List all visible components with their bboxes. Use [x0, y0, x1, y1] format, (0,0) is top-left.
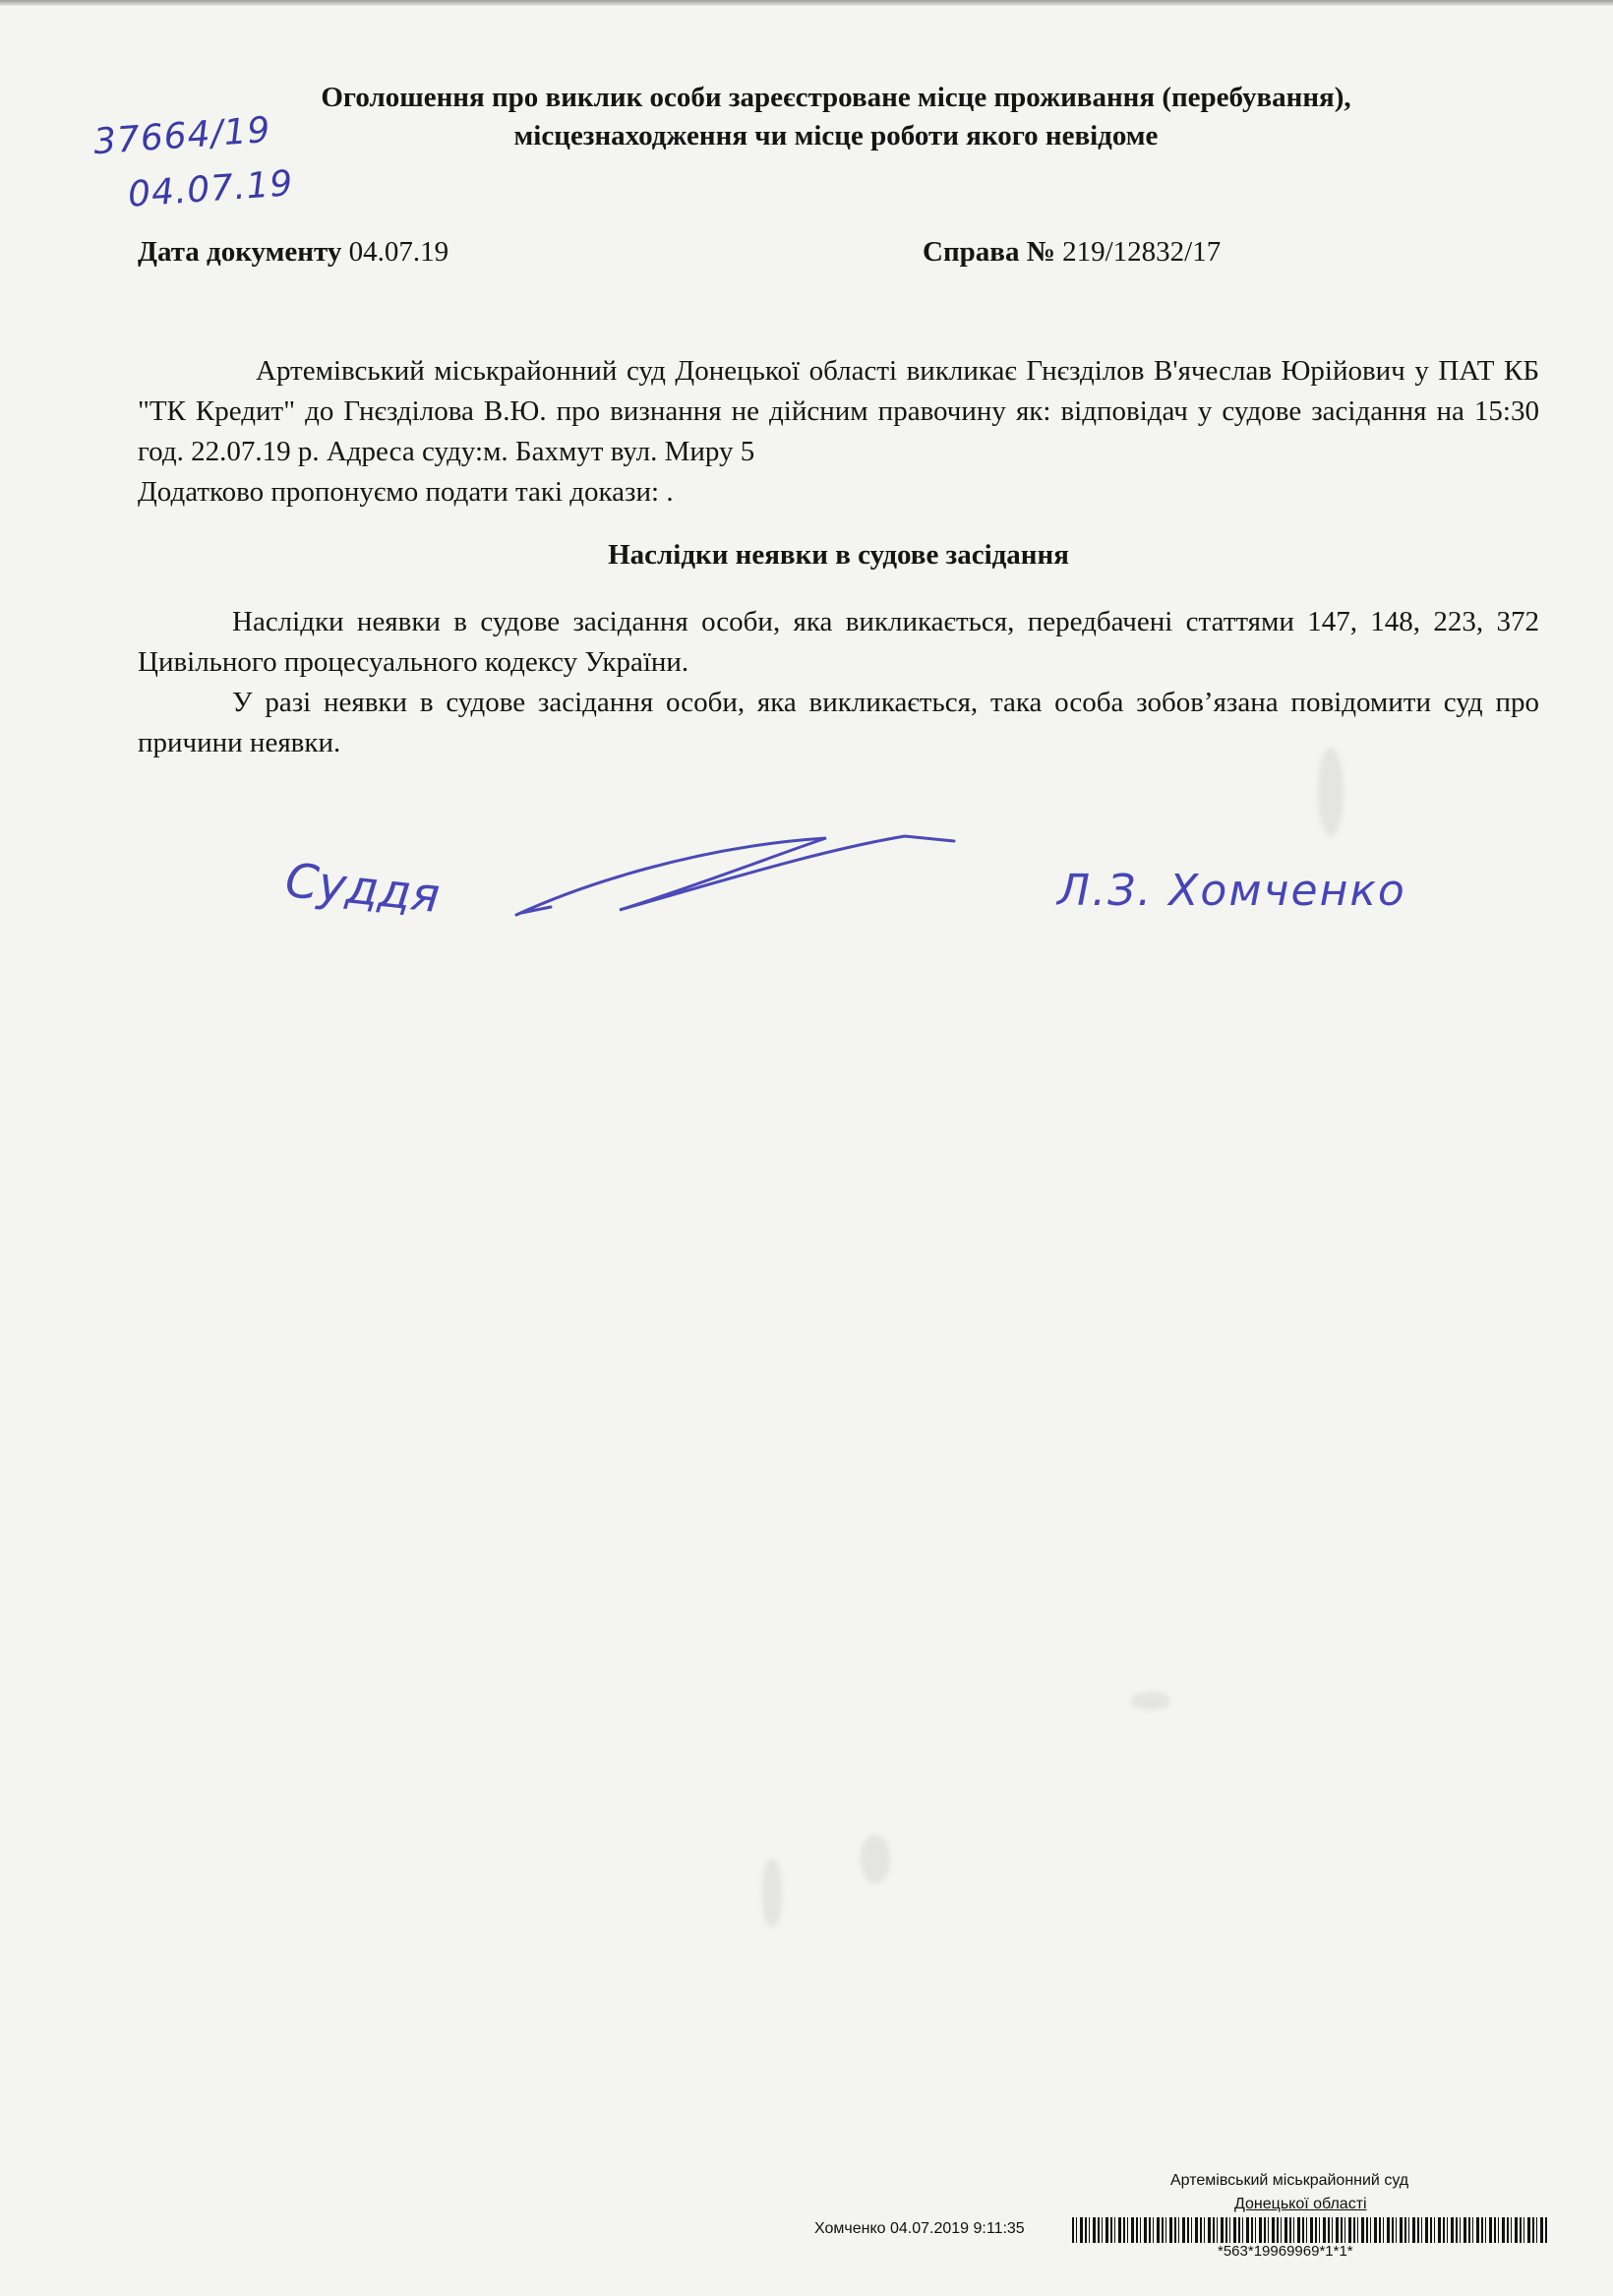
document-date — [138, 234, 448, 270]
barcode-text: *563*19969969*1*1* — [1218, 2243, 1353, 2260]
document-title — [138, 79, 1534, 155]
barcode-icon — [1072, 2217, 1549, 2243]
handwritten-registration-number: 37664/19 — [91, 109, 272, 163]
evidence-request: Додатково пропонуємо подати такі докази: . — [138, 476, 674, 508]
consequences-text: Наслідки неявки в судове засідання особи, яка викликається, передбачені статтями 147, 148, 223, 372 Цивільного процесуального кодексу України. — [138, 606, 1539, 678]
stamp-printed-by: Хомченко 04.07.2019 9:11:35 — [814, 2220, 1025, 2237]
handwritten-registration-date: 04.07.19 — [126, 163, 295, 215]
notify-court-text: У разі неявки в судове засідання особи, яка викликається, така особа зобов’язана повідомити суд про причини неявки. — [138, 687, 1539, 758]
stamp-court-line-1: Артемівський міськрайонний суд — [1170, 2172, 1409, 2189]
summons-text: Артемівський міськрайонний суд Донецької області викликає Гнєзділов В'ячеслав Юрійович у ПАТ КБ "ТК Кредит" до Гнєзділова В.Ю. про визнання не дійсним правочину як: відповідач у судове засідання на 15:30 год. 22.07.19 р. Адреса суду:м. Бахмут вул. Миру 5 — [138, 355, 1539, 467]
summons-paragraph — [138, 351, 1539, 513]
judge-name: Л.З. Хомченко — [1057, 866, 1406, 916]
section-heading: Наслідки неявки в судове засідання — [608, 539, 1069, 571]
title-line-1: Оголошення про виклик особи зареєстроване місце проживання (перебування), — [321, 82, 1351, 113]
scan-smudge — [1131, 1692, 1170, 1710]
title-line-2: місцезнаходження чи місце роботи якого невідоме — [513, 120, 1159, 151]
date-value: 04.07.19 — [348, 236, 449, 268]
scan-smudge — [861, 1835, 890, 1884]
case-value: 219/12832/17 — [1062, 236, 1222, 268]
scan-smudge — [762, 1859, 782, 1928]
judge-label: Суддя — [282, 852, 443, 925]
stamp-court-line-2: Донецької області — [1234, 2196, 1367, 2212]
case-number — [923, 234, 1221, 270]
judge-signature-icon — [492, 816, 964, 935]
consequences-paragraphs — [138, 602, 1539, 763]
date-label: Дата документу — [138, 236, 342, 268]
scan-edge — [0, 0, 1613, 6]
case-label: Справа № — [923, 236, 1055, 268]
